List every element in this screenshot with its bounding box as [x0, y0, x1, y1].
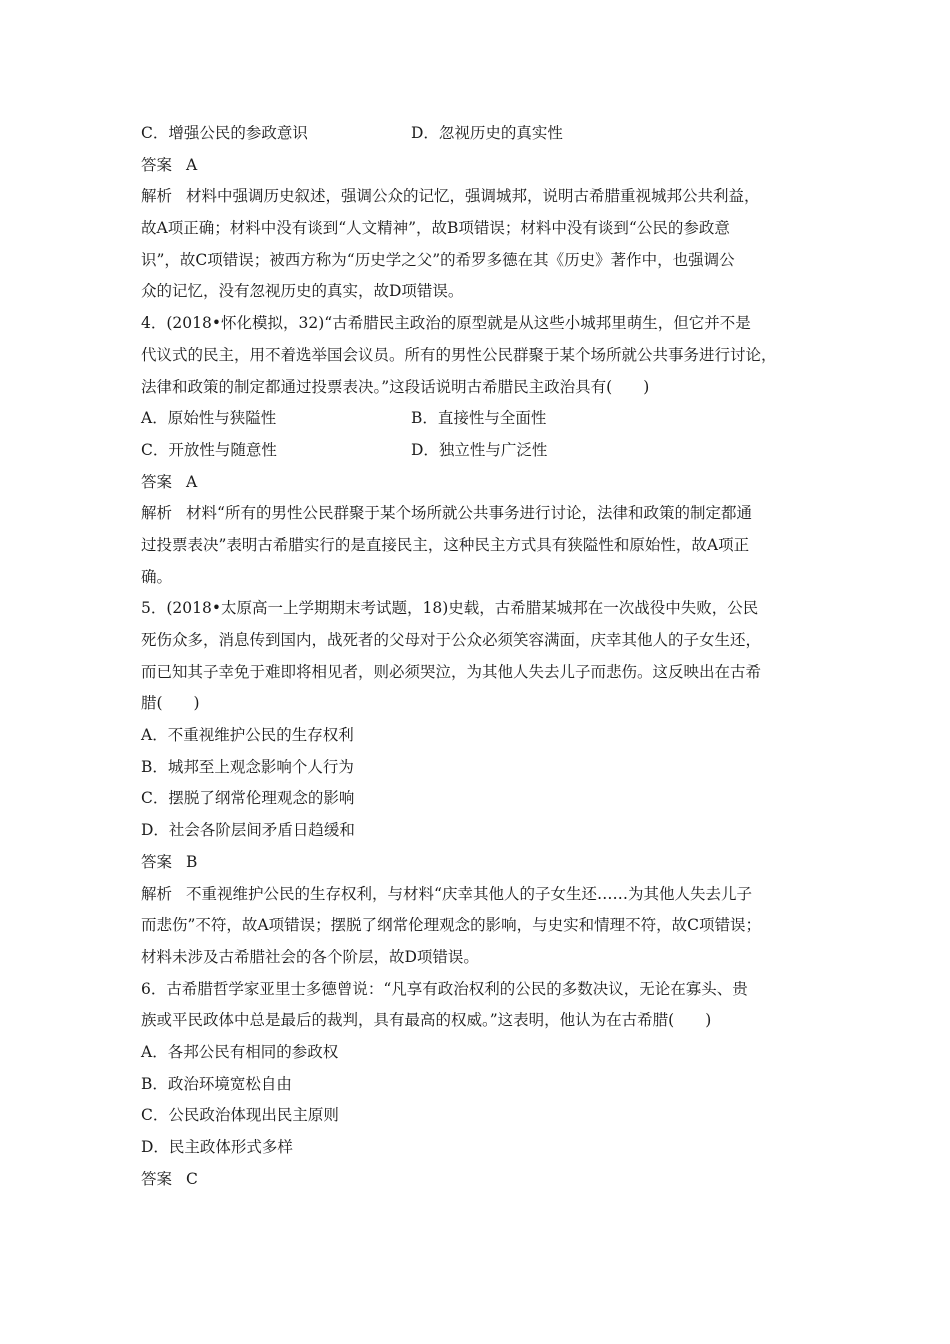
q4-analysis-line-2: 过投票表决”表明古希腊实行的是直接民主，这种民主方式具有狭隘性和原始性，故A项正: [141, 535, 750, 554]
q4-stem-line-2: 代议式的民主，用不着选举国会议员。所有的男性公民群聚于某个场所就公共事务进行讨论，: [141, 345, 777, 364]
document-page: [141, 118, 821, 1195]
q5-stem-line-4: 腊( ): [141, 694, 200, 713]
q3-analysis-line-4: 众的记忆，没有忽视历史的真实，故D项错误。: [141, 282, 464, 301]
q5-option-c: C．摆脱了纲常伦理观念的影响: [141, 789, 355, 808]
q6-stem-line-1: 6．古希腊哲学家亚里士多德曾说：“凡享有政治权利的公民的多数决议，无论在寡头、贵: [141, 979, 748, 998]
answer-value: A: [186, 155, 198, 174]
q6-stem-line-2: 族或平民政体中总是最后的裁判，具有最高的权威。”这表明，他认为在古希腊( ): [141, 1011, 712, 1030]
q5-stem-line-2: 死伤众多，消息传到国内，战死者的父母对于公众必须笑容满面，庆幸其他人的子女生还，: [141, 631, 762, 649]
q5-analysis-line-3: 材料未涉及古希腊社会的各个阶层，故D项错误。: [141, 947, 479, 966]
q5-option-d: D．社会各阶层间矛盾日趋缓和: [141, 821, 355, 840]
q5-option-a: A．不重视维护公民的生存权利: [141, 726, 354, 745]
answer-label: 答案: [141, 852, 173, 871]
q4-options-row-1: [141, 403, 821, 435]
q4-stem-line-3: 法律和政策的制定都通过投票表决。”这段话说明古希腊民主政治具有( ): [141, 377, 650, 396]
q3-analysis-line-3: 识”，故C项错误；被西方称为“历史学之父”的希罗多德在其《历史》著作中，也强调公: [141, 250, 735, 269]
q4-option-a: A．原始性与狭隘性: [141, 409, 277, 428]
analysis-label: 解析: [141, 504, 173, 523]
q3-options-row: [141, 118, 821, 150]
q4-stem-line-1: 4．(2018•怀化模拟，32)“古希腊民主政治的原型就是从这些小城邦里萌生，但它并不是: [141, 314, 751, 333]
q4-option-d: D．独立性与广泛性: [411, 440, 548, 459]
answer-label: 答案: [141, 1169, 173, 1188]
q3-option-d: D．忽视历史的真实性: [411, 124, 563, 142]
answer-value: C: [186, 1169, 198, 1188]
q4-analysis-line-3: 确。: [141, 567, 173, 586]
q6-option-b: B．政治环境宽松自由: [141, 1074, 292, 1093]
q4-options-row-2: [141, 435, 821, 467]
answer-value: A: [186, 472, 198, 491]
q6-answer: [141, 1164, 821, 1196]
q3-option-c: C．增强公民的参政意识: [141, 124, 308, 142]
q4-answer: [141, 467, 821, 499]
q6-option-d: D．民主政体形式多样: [141, 1138, 293, 1156]
q3-analysis-line-2: 故A项正确；材料中没有谈到“人文精神”，故B项错误；材料中没有谈到“公民的参政意: [141, 219, 730, 238]
q4-option-b: B．直接性与全面性: [411, 409, 547, 428]
q5-answer: [141, 847, 821, 879]
q3-analysis-line-1: 解析 材料中强调历史叙述，强调公众的记忆，强调城邦，说明古希腊重视城邦公共利益，: [141, 187, 760, 206]
q5-stem-line-1: 5．(2018•太原高一上学期期末考试题，18)史载，古希腊某城邦在一次战役中失败，公民: [141, 599, 759, 618]
q3-answer: [141, 150, 821, 182]
q4-option-c: C．开放性与随意性: [141, 440, 277, 459]
q5-stem-line-3: 而已知其子幸免于难即将相见者，则必须哭泣，为其他人失去儿子而悲伤。这反映出在古希: [141, 662, 762, 681]
analysis-label: 解析: [141, 187, 173, 206]
q6-option-a: A．各邦公民有相同的参政权: [141, 1042, 339, 1061]
answer-label: 答案: [141, 472, 173, 491]
q5-analysis-line-1: 解析 不重视维护公民的生存权利，与材料“庆幸其他人的子女生还……为其他人失去儿子: [141, 884, 752, 903]
analysis-label: 解析: [141, 884, 173, 903]
q5-analysis-line-2: 而悲伤”不符，故A项错误；摆脱了纲常伦理观念的影响，与史实和情理不符，故C项错误；: [141, 916, 761, 935]
q4-analysis-line-1: 解析 材料“所有的男性公民群聚于某个场所就公共事务进行讨论，法律和政策的制定都通: [141, 504, 752, 523]
answer-label: 答案: [141, 155, 173, 174]
answer-value: B: [186, 852, 198, 871]
q6-option-c: C．公民政治体现出民主原则: [141, 1106, 339, 1125]
q5-option-b: B．城邦至上观念影响个人行为: [141, 757, 354, 776]
